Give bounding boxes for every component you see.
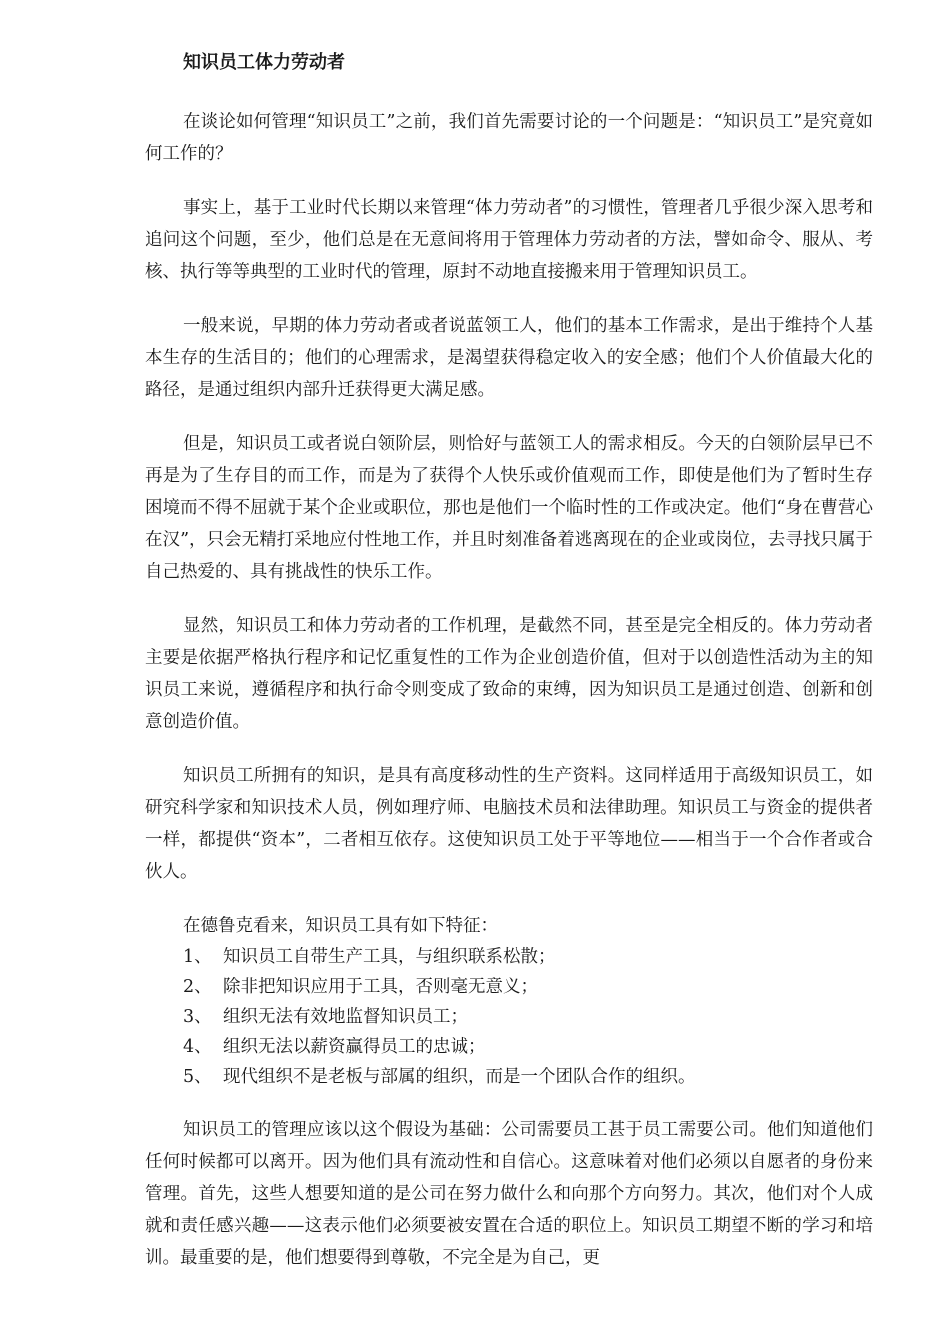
list-text: 组织无法有效地监督知识员工；: [223, 1007, 468, 1027]
paragraph: 显然，知识员工和体力劳动者的工作机理，是截然不同，甚至是完全相反的。体力劳动者主要是依据严格执行程序和记忆重复性的工作为企业创造价值，但对于以创造性活动为主的知识员工来说，遵循程序和执行命令则变成了致命的束缚，因为知识员工是通过创造、创新和创意创造价值。: [145, 616, 873, 732]
list-number: 3、: [183, 1007, 212, 1027]
list-text: 知识员工自带生产工具，与组织联系松散；: [223, 947, 556, 967]
paragraph: 一般来说，早期的体力劳动者或者说蓝领工人，他们的基本工作需求，是出于维持个人基本生存的生活目的；他们的心理需求，是渴望获得稳定收入的安全感；他们个人价值最大化的路径，是通过组织内部升迁获得更大满足感。: [145, 316, 873, 400]
list-number: 5、: [183, 1067, 212, 1087]
document-title: 知识员工体力劳动者: [183, 52, 345, 73]
list-item: [183, 1062, 873, 1092]
list-item: [183, 1032, 873, 1062]
list-text: 现代组织不是老板与部属的组织，而是一个团队合作的组织。: [223, 1067, 696, 1087]
spacer: [145, 78, 873, 106]
spacer: [145, 888, 873, 910]
spacer: [145, 288, 873, 310]
feature-list: [145, 942, 873, 1092]
list-intro: 在德鲁克看来，知识员工具有如下特征：: [183, 916, 498, 936]
list-item: [183, 1002, 873, 1032]
spacer: [145, 588, 873, 610]
spacer: [145, 738, 873, 760]
list-number: 2、: [183, 977, 212, 997]
spacer: [145, 170, 873, 192]
paragraph: 知识员工所拥有的知识，是具有高度移动性的生产资料。这同样适用于高级知识员工，如研究科学家和知识技术人员，例如理疗师、电脑技术员和法律助理。知识员工与资金的提供者一样，都提供“资本”，二者相互依存。这使知识员工处于平等地位——相当于一个合作者或合伙人。: [145, 766, 873, 882]
paragraph: 但是，知识员工或者说白领阶层，则恰好与蓝领工人的需求相反。今天的白领阶层早已不再是为了生存目的而工作，而是为了获得个人快乐或价值观而工作，即使是他们为了暂时生存困境而不得不屈就于某个企业或职位，那也是他们一个临时性的工作或决定。他们“身在曹营心在汉”，只会无精打采地应付性地工作，并且时刻准备着逃离现在的企业或岗位，去寻找只属于自己热爱的、具有挑战性的快乐工作。: [145, 434, 873, 582]
spacer: [145, 406, 873, 428]
closing-paragraph: 知识员工的管理应该以这个假设为基础：公司需要员工甚于员工需要公司。他们知道他们任何时候都可以离开。因为他们具有流动性和自信心。这意味着对他们必须以自愿者的身份来管理。首先，这些人想要知道的是公司在努力做什么和向那个方向努力。其次，他们对个人成就和责任感兴趣——这表示他们必须要被安置在合适的职位上。知识员工期望不断的学习和培训。最重要的是，他们想要得到尊敬，不完全是为自己，更: [145, 1120, 873, 1268]
list-item: [183, 942, 873, 972]
document-page: [145, 48, 873, 1274]
spacer: [145, 1092, 873, 1114]
list-text: 除非把知识应用于工具，否则毫无意义；: [223, 977, 538, 997]
list-number: 4、: [183, 1037, 212, 1057]
paragraph: 事实上，基于工业时代长期以来管理“体力劳动者”的习惯性，管理者几乎很少深入思考和追问这个问题，至少，他们总是在无意间将用于管理体力劳动者的方法，譬如命令、服从、考核、执行等等典型的工业时代的管理，原封不动地直接搬来用于管理知识员工。: [145, 198, 873, 282]
list-text: 组织无法以薪资赢得员工的忠诚；: [223, 1037, 486, 1057]
paragraph: 在谈论如何管理“知识员工”之前，我们首先需要讨论的一个问题是：“知识员工”是究竟如何工作的？: [145, 112, 873, 164]
list-number: 1、: [183, 947, 212, 967]
list-item: [183, 972, 873, 1002]
